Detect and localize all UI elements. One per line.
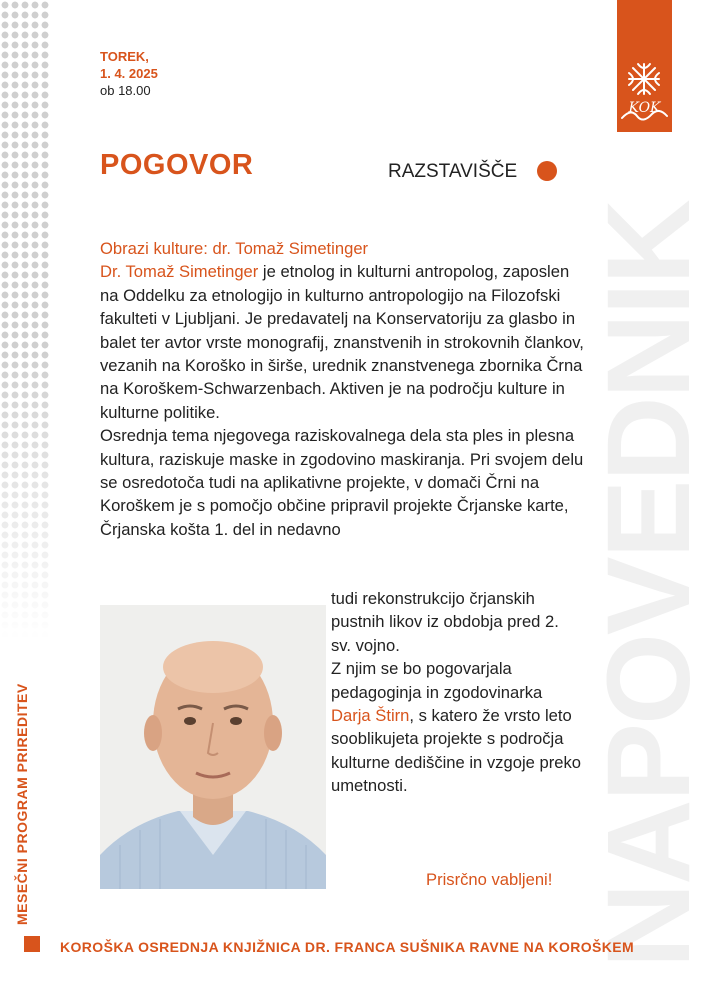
dot-pattern-decoration xyxy=(0,0,50,640)
event-date: 1. 4. 2025 xyxy=(100,66,158,81)
venue-dot-icon xyxy=(537,161,557,181)
bio-text: je etnolog in kulturni antropolog, zaposlen na Oddelku za etnologijo in kulturno antropologijo na Filozofski fakulteti v Ljubljani. Je predavatelj na Konservatoriju za glasbo in balet ter avtor vrste monografij, znanstvenih in strokovnih člankov, vezanih na Koroško in širše, urednik znanstvenega zbornika Črna na Koroškem-Schwarzenbach. Aktiven je na področju kulture in kulturne politike. xyxy=(100,262,584,422)
footer-library-name: KOROŠKA OSREDNJA KNJIŽNICA DR. FRANCA SUŠNIKA RAVNE NA KOROŠKEM xyxy=(60,939,635,955)
paragraph-bio xyxy=(100,260,590,424)
side-program-label: MESEČNI PROGRAM PRIREDITEV xyxy=(14,683,30,925)
paragraph-research: Osrednja tema njegovega raziskovalnega dela sta ples in plesna kultura, raziskuje maske in zgodovino maskiranja. Pri svojem delu se osredotoča tudi na aplikativne projekte, v domači Črni na Koroškem je s pomočjo občine pripravil projekte Črjanske karte, Črjanska košta 1. del in nedavno xyxy=(100,426,584,539)
host-name: Darja Štirn xyxy=(331,706,410,726)
library-logo-icon xyxy=(617,60,672,130)
paragraph-host xyxy=(331,657,581,797)
event-venue: RAZSTAVIŠČE xyxy=(388,161,518,182)
logo-band xyxy=(617,0,672,132)
paragraph-research-continued: tudi rekonstrukcijo črjanskih pustnih likov iz obdobja pred 2. sv. vojno. xyxy=(331,589,559,655)
host-outro: , s katero že vrsto leto sooblikujeta projekte s področja kulturne dediščine in vzgoje preko umetnosti. xyxy=(331,706,581,796)
host-intro: Z njim se bo pogovarjala pedagoginja in zgodovinarka xyxy=(331,659,543,702)
guest-name: Dr. Tomaž Simetinger xyxy=(100,262,259,282)
event-description xyxy=(100,237,590,541)
date-block xyxy=(100,48,158,99)
event-weekday: TOREK, xyxy=(100,49,149,64)
event-description-continued xyxy=(331,587,581,798)
side-square-marker xyxy=(24,936,40,952)
event-title: Obrazi kulture: dr. Tomaž Simetinger xyxy=(100,239,369,258)
closing-invitation: Prisrčno vabljeni! xyxy=(426,870,553,889)
event-type-heading: POGOVOR xyxy=(100,149,254,181)
vertical-banner-text: NAPOVEDNIK xyxy=(583,201,715,968)
guest-portrait-photo xyxy=(100,605,326,889)
event-time: ob 18.00 xyxy=(100,83,151,98)
logo-lettering: KOK xyxy=(628,100,661,116)
